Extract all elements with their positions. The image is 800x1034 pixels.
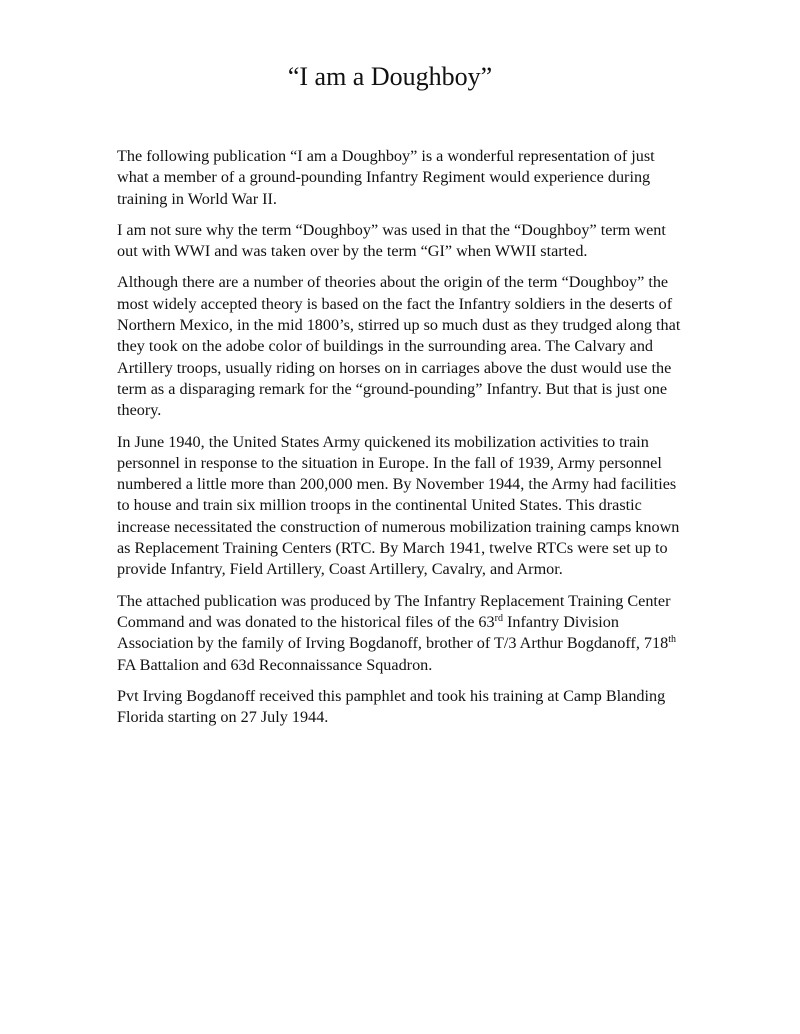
ordinal-suffix-rd: rd	[494, 612, 503, 624]
donation-text-part3: FA Battalion and 63d Reconnaissance Squadron.	[117, 655, 433, 674]
document-title: “I am a Doughboy”	[287, 62, 493, 91]
paragraph-intro: The following publication “I am a Doughboy” is a wonderful representation of just what a member of a ground-pounding Infantry Regiment would experience during training in World War II.	[117, 147, 655, 208]
paragraph-term-origin: I am not sure why the term “Doughboy” was used in that the “Doughboy” term went out with WWI and was taken over by the term “GI” when WWII started.	[117, 220, 666, 261]
document-body	[117, 146, 687, 738]
donation-text-part1: The attached publication was produced by The Infantry Replacement Training Center Command and was donated to the historical files of the 63	[117, 591, 671, 631]
donation-text-part2: Infantry Division Association by the family of Irving Bogdanoff, brother of T/3 Arthur Bogdanoff, 718	[117, 612, 669, 653]
paragraph-mobilization: In June 1940, the United States Army quickened its mobilization activities to train personnel in response to the situation in Europe. In the fall of 1939, Army personnel numbered a little more than 200,000 men. By November 1944, the Army had facilities to house and train six million troops in the continental United States. This drastic increase necessitated the construction of numerous mobilization training camps known as Replacement Training Centers (RTC. By March 1941, twelve RTCs were set up to provide Infantry, Field Artillery, Coast Artillery, Cavalry, and Armor.	[117, 432, 680, 579]
paragraph-training: Pvt Irving Bogdanoff received this pamphlet and took his training at Camp Blanding Florida starting on 27 July 1944.	[117, 686, 666, 727]
paragraph-donation	[117, 591, 687, 676]
paragraph-theories: Although there are a number of theories about the origin of the term “Doughboy” the most widely accepted theory is based on the fact the Infantry soldiers in the deserts of Northern Mexico, in the mid 1800’s, stirred up so much dust as they trudged along that they took on the adobe color of buildings in the surrounding area. The Calvary and Artillery troops, usually riding on horses on in carriages above the dust would use the term as a disparaging remark for the “ground-pounding” Infantry. But that is just one theory.	[117, 273, 681, 420]
ordinal-suffix-th: th	[668, 634, 676, 646]
